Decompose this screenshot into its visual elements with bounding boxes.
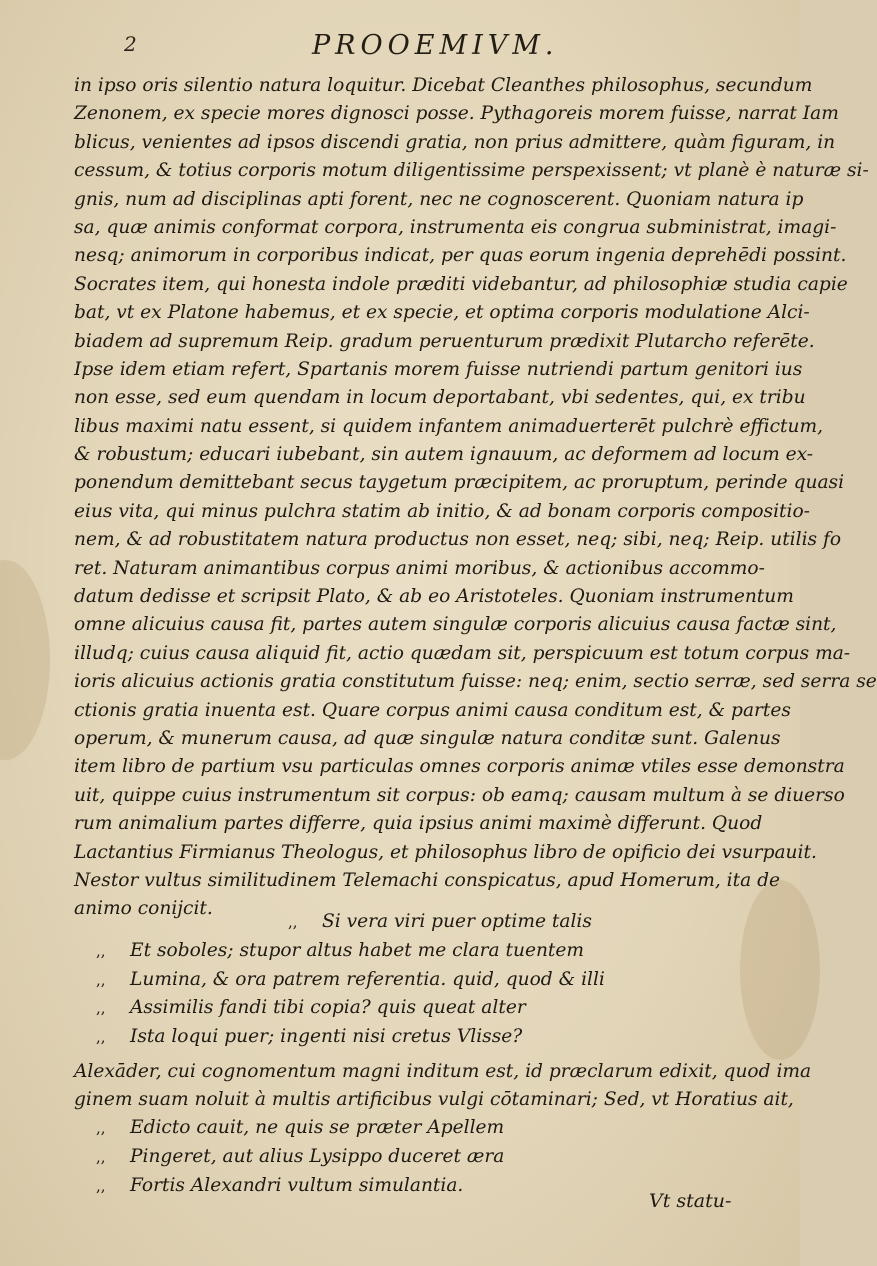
text-line: ioris alicuius actionis gratia constitutum fuisse: neq; enim, sectio serræ, sed serra se [74, 671, 877, 693]
text-line: ponendum demittebant secus taygetum præcipitem, ac proruptum, perinde quasi [74, 472, 845, 494]
second-paragraph [74, 1058, 812, 1115]
text-line: blicus, venientes ad ipsos discendi gratia, non prius admittere, quàm figuram, in [74, 131, 836, 153]
verse-text: Et soboles; stupor altus habet me clara tuentem [130, 939, 585, 961]
verse-text: Assimilis fandi tibi copia? quis queat alter [130, 997, 526, 1019]
quote-mark: ,, [96, 1176, 106, 1195]
paper-stain [0, 560, 50, 760]
text-line: operum, & munerum causa, ad quæ singulæ natura conditæ sunt. Galenus [74, 727, 781, 749]
text-line: in ipso oris silentio natura loquitur. Dicebat Cleanthes philosophus, secundum [74, 75, 813, 96]
text-line: animo conijcit. [74, 898, 213, 920]
text-line: ctionis gratia inuenta est. Quare corpus animi causa conditum est, & partes [74, 699, 791, 721]
text-line: & robustum; educari iubebant, sin autem ignauum, ac deformem ad locum ex- [74, 444, 814, 466]
verse-text: Fortis Alexandri vultum simulantia. [130, 1174, 464, 1196]
text-line: biadem ad supremum Reip. gradum peruenturum prædixit Plutarcho referēte. [74, 330, 815, 352]
main-paragraph [74, 72, 877, 924]
verse-line [96, 1114, 716, 1143]
text-line: rum animalium partes differre, quia ipsius animi maximè differunt. Quod [74, 813, 763, 835]
verse-text: Pingeret, aut alius Lysippo duceret æra [130, 1145, 505, 1167]
text-line: item libro de partium vsu particulas omnes corporis animæ vtiles esse demonstra [74, 756, 845, 778]
quote-mark: ,, [96, 1147, 106, 1166]
text-line: Ipse idem etiam refert, Spartanis morem fuisse nutriendi partum genitori ius [74, 358, 803, 380]
quote-mark: ,, [96, 1119, 106, 1137]
quote-mark: ,, [96, 999, 106, 1018]
verse-line [96, 966, 716, 995]
page-number: 2 [124, 32, 137, 56]
catchword: Vt statu- [649, 1190, 732, 1212]
text-line: omne alicuius causa fit, partes autem singulæ corporis alicuius causa factæ sint, [74, 614, 837, 636]
verse-line [96, 908, 716, 937]
verse-line [96, 1172, 716, 1201]
verse-text: Ista loqui puer; ingenti nisi cretus Vlisse? [130, 1026, 523, 1048]
text-line: Socrates item, qui honesta indole præditi videbantur, ad philosophiæ studia capie [74, 273, 848, 295]
text-line: ginem suam noluit à multis artificibus vulgi cōtaminari; Sed, vt Horatius ait, [74, 1089, 794, 1111]
verse-text: Edicto cauit, ne quis se præter Apellem [130, 1117, 505, 1138]
verse-line [96, 1143, 716, 1172]
running-title: PROOEMIVM. [312, 30, 559, 61]
page-header [0, 30, 800, 70]
text-line: gnis, num ad disciplinas apti forent, nec ne cognoscerent. Quoniam natura ip [74, 188, 804, 210]
text-line: illudq; cuius causa aliquid fit, actio quædam sit, perspicuum est totum corpus ma- [74, 642, 851, 664]
quote-mark: ,, [96, 941, 106, 960]
quote-mark: ,, [96, 1028, 106, 1047]
quote-mark: ,, [96, 970, 106, 989]
text-line: non esse, sed eum quendam in locum deportabant, vbi sedentes, qui, ex tribu [74, 387, 806, 409]
verse-text: Lumina, & ora patrem referentia. quid, quod & illi [130, 968, 605, 990]
text-line: Alexāder, cui cognomentum magni inditum est, id præclarum edixit, quod ima [74, 1061, 812, 1082]
text-line: uit, quippe cuius instrumentum sit corpus: ob eamq; causam multum à se diuerso [74, 784, 845, 806]
text-line: libus maximi natu essent, si quidem infantem animaduerterēt pulchrè effictum, [74, 415, 823, 437]
text-line: Nestor vultus similitudinem Telemachi conspicatus, apud Homerum, ita de [74, 869, 780, 891]
text-line: bat, vt ex Platone habemus, et ex specie, et optima corporis modulatione Alci- [74, 302, 810, 324]
text-line: sa, quæ animis conformat corpora, instrumenta eis congrua subministrat, imagi- [74, 216, 837, 238]
text-line: Lactantius Firmianus Theologus, et philosophus libro de opificio dei vsurpauit. [74, 841, 817, 863]
text-line: datum dedisse et scripsit Plato, & ab eo Aristoteles. Quoniam instrumentum [74, 586, 794, 608]
text-line: Zenonem, ex specie mores dignosci posse. Pythagoreis morem fuisse, narrat Iam [74, 103, 839, 125]
verse-text: Si vera viri puer optime talis [322, 911, 592, 932]
verse-line [96, 994, 716, 1023]
quote-mark: ,, [288, 913, 298, 931]
verse-line [96, 937, 716, 966]
text-line: eius vita, qui minus pulchra statim ab initio, & ad bonam corporis compositio- [74, 500, 810, 522]
text-line: ret. Naturam animantibus corpus animi moribus, & actionibus accommo- [74, 557, 765, 579]
text-line: nem, & ad robustitatem natura productus non esset, neq; sibi, neq; Reip. utilis fo [74, 529, 842, 551]
horace-quotation [96, 1114, 716, 1200]
text-line: nesq; animorum in corporibus indicat, per quas eorum ingenia deprehēdi possint. [74, 245, 847, 267]
homer-quotation [96, 908, 716, 1052]
text-line: cessum, & totius corporis motum diligentissime perspexissent; vt planè è naturæ si- [74, 160, 869, 182]
verse-line [96, 1023, 716, 1052]
